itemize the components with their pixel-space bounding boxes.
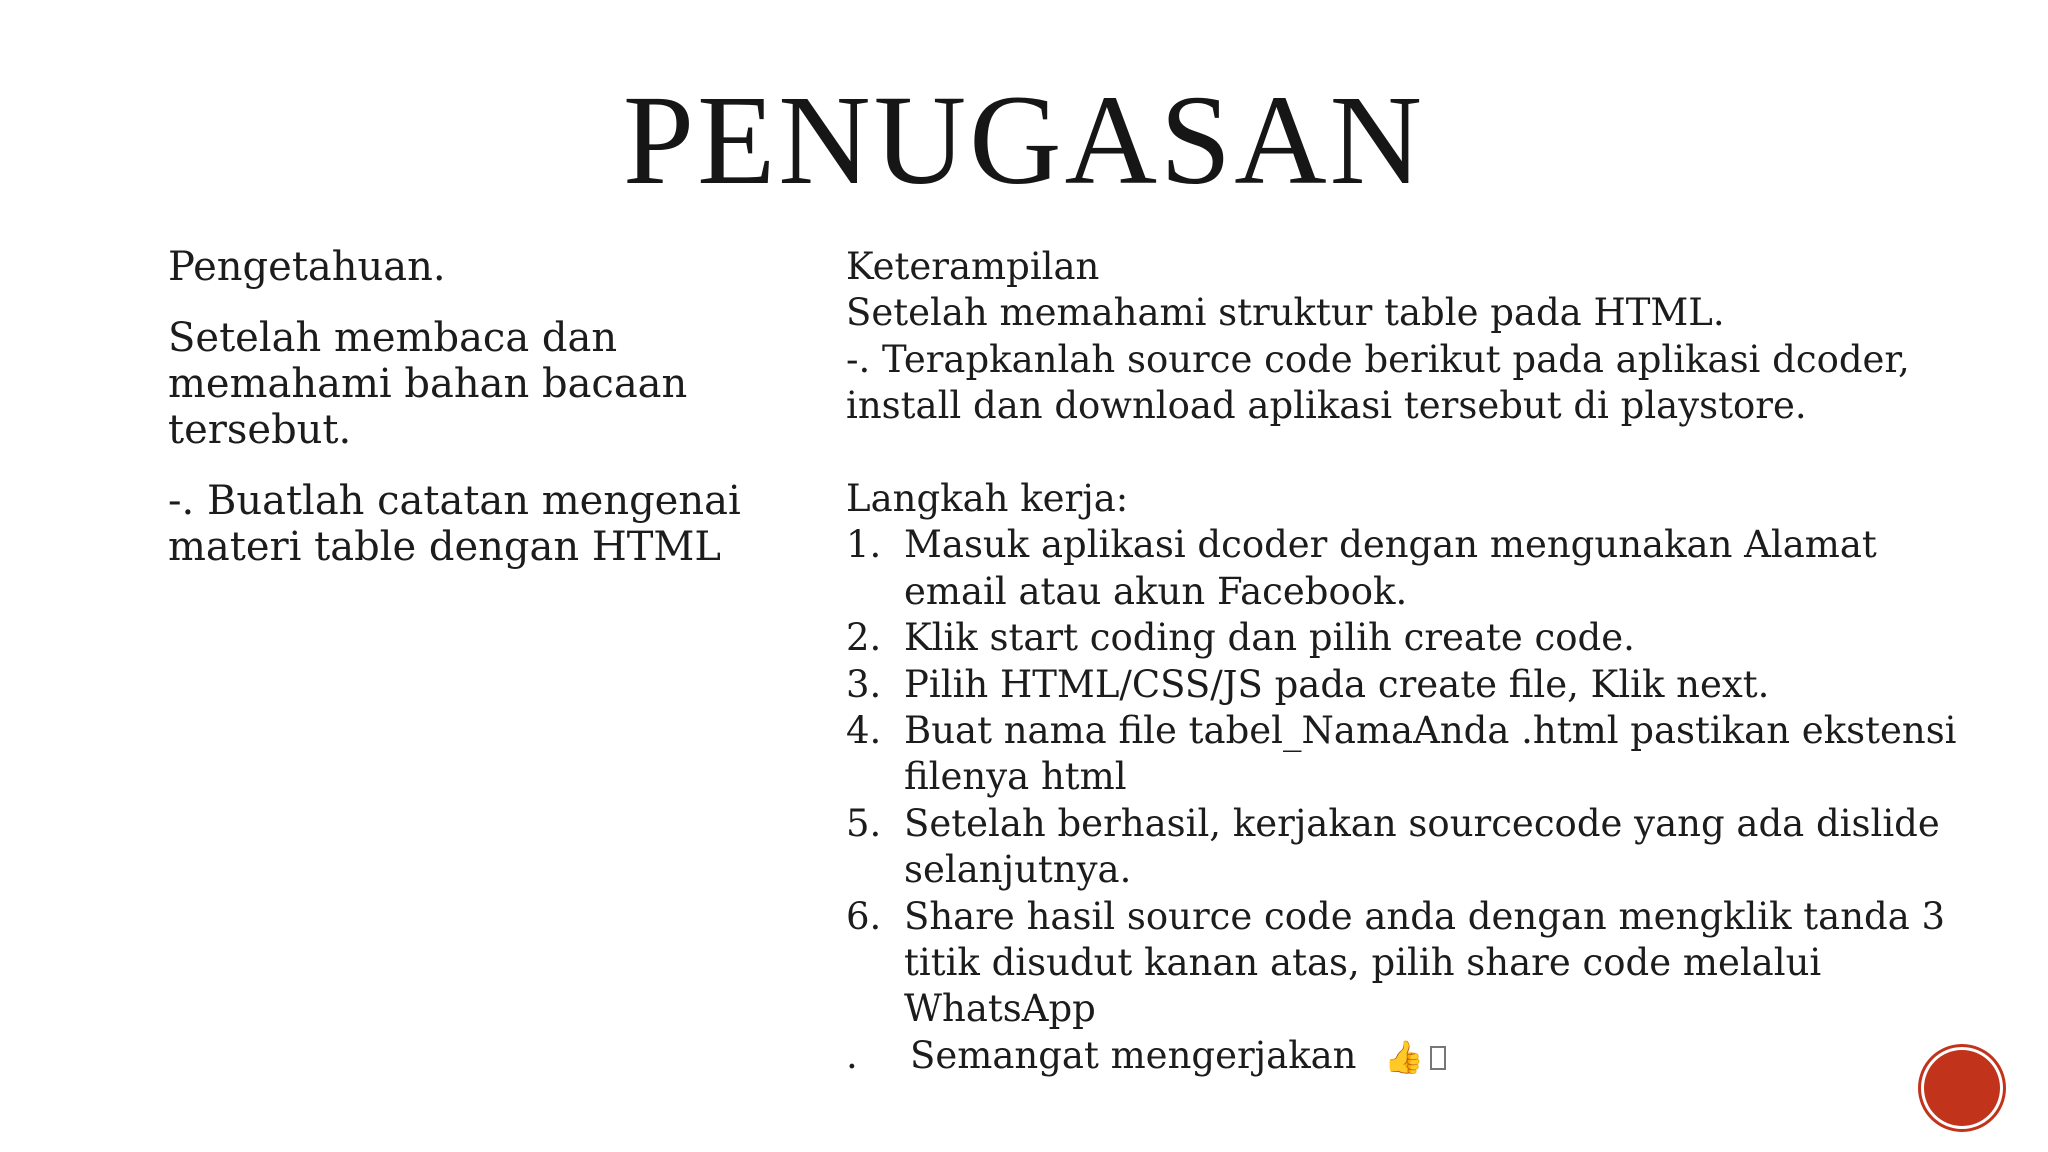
knowledge-section	[168, 244, 768, 595]
thumbs-up-icon: 👍	[1384, 1037, 1425, 1076]
step-text: Setelah berhasil, kerjakan sourcecode yang ada dislide selanjutnya.	[904, 801, 1940, 892]
step-number: 6.	[846, 894, 882, 938]
slide-nav-button[interactable]	[1924, 1050, 2000, 1126]
knowledge-heading: Pengetahuan.	[168, 244, 446, 290]
knowledge-paragraph-1: Setelah membaca dan memahami bahan bacaan tersebut.	[168, 315, 688, 453]
knowledge-paragraph-2: -. Buatlah catatan mengenai materi table dengan HTML	[168, 478, 741, 570]
list-item	[846, 708, 1976, 801]
skills-line-3: install dan download aplikasi tersebut di playstore.	[846, 384, 1807, 428]
step-text: Buat nama file tabel_NamaAnda .html pastikan ekstensi filenya html	[904, 709, 1957, 799]
closing-line	[846, 1033, 1976, 1080]
step-number: 1.	[846, 523, 882, 567]
missing-glyph-icon	[1430, 1046, 1446, 1070]
skills-heading: Keterampilan	[846, 245, 1100, 288]
spacer	[846, 430, 1976, 476]
slide-title: PENUGASAN	[622, 69, 1426, 211]
closing-bullet: .	[846, 1033, 858, 1077]
list-item	[846, 894, 1976, 1033]
step-text: Pilih HTML/CSS/JS pada create file, Klik next.	[904, 662, 1770, 706]
list-item	[846, 615, 1976, 661]
step-text: Masuk aplikasi dcoder dengan mengunakan Alamat email atau akun Facebook.	[904, 523, 1877, 613]
step-number: 5.	[846, 801, 882, 845]
skills-section	[846, 244, 1976, 1080]
list-item	[846, 522, 1976, 615]
closing-text: Semangat mengerjakan	[910, 1033, 1357, 1077]
step-number: 4.	[846, 709, 882, 753]
skills-line-1: Setelah memahami struktur table pada HTML.	[846, 291, 1725, 335]
list-item	[846, 801, 1976, 894]
list-item	[846, 662, 1976, 708]
steps-heading: Langkah kerja:	[846, 477, 1129, 521]
steps-list	[846, 522, 1976, 1032]
step-text: Klik start coding dan pilih create code.	[904, 616, 1635, 660]
step-text: Share hasil source code anda dengan mengklik tanda 3 titik disudut kanan atas, pilih share code melalui WhatsApp	[904, 894, 1946, 1031]
step-number: 2.	[846, 616, 882, 660]
step-number: 3.	[846, 662, 882, 706]
skills-line-2: -. Terapkanlah source code berikut pada aplikasi dcoder,	[846, 337, 1910, 381]
